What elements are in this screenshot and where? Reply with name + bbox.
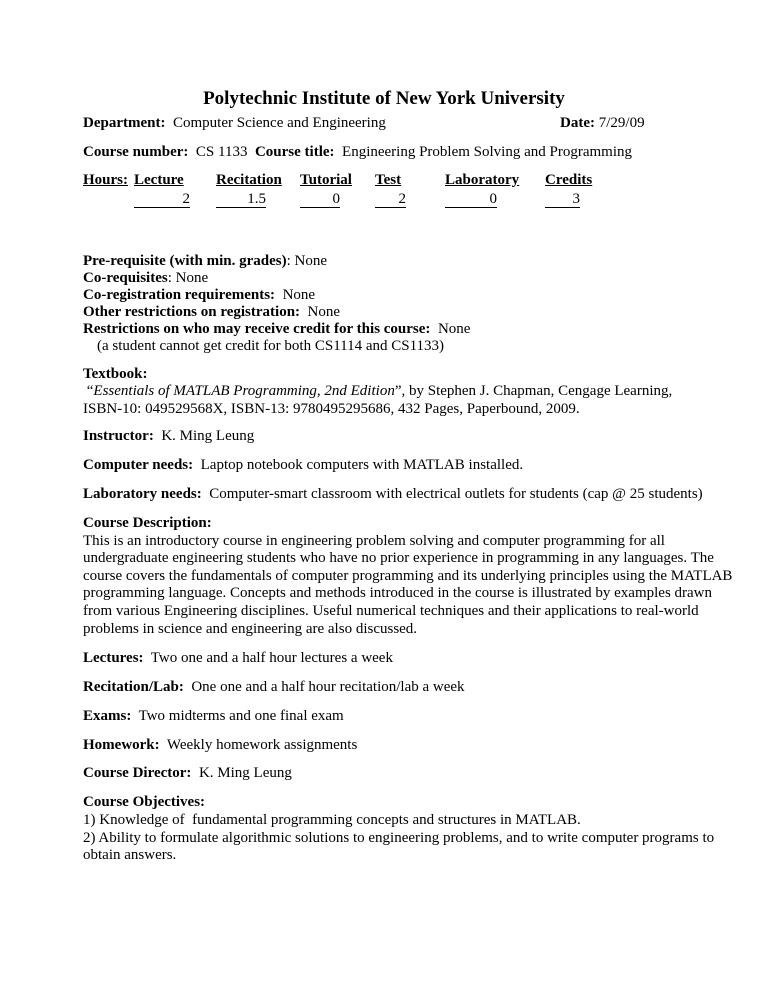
course-title-value: Engineering Problem Solving and Programming [342,144,632,160]
instructor-value: K. Ming Leung [161,428,255,444]
director-line [83,765,738,783]
description-label: Course Description: [83,515,212,531]
hours-col-value: 2 [134,191,190,208]
hours-col-value: 1.5 [216,191,266,208]
hours-col-value: 0 [445,191,497,208]
computer-needs-line [83,457,523,475]
recitation-line [83,679,738,697]
hours-col-value: 3 [545,191,580,208]
course-line [83,144,632,162]
textbook-label: Textbook: [83,366,148,382]
date-line [560,115,645,133]
hours-test [375,172,407,208]
instructor-line [83,428,254,446]
homework-value: Weekly homework assignments [166,736,358,753]
hours-col-name: Test [375,172,402,188]
coreg-label: Co-registration requirements: [83,287,276,303]
other-label: Other restrictions on registration: [83,304,301,320]
computer-needs-value: Laptop notebook computers with MATLAB installed. [200,457,524,473]
lectures-value: Two one and a half hour lectures a week [150,649,393,666]
hours-tutorial [300,172,350,208]
coreq-label: Co-requisites [83,270,168,286]
lower-sections [83,515,738,876]
objective-item: 1) Knowledge of fundamental programming concepts and structures in MATLAB. [83,812,581,829]
director-label: Course Director: [83,765,192,782]
coreg-line [83,287,315,305]
page-title: Polytechnic Institute of New York University [203,88,565,109]
textbook-isbn: ISBN-10: 049529568X, ISBN-13: 9780495295686, 432 Pages, Paperbound, 2009. [83,401,580,417]
hours-lecture [134,172,190,208]
date-value: 7/29/09 [598,115,645,131]
hours-label: Hours: [83,172,128,188]
textbook-quote: “ [83,383,94,399]
objectives-label: Course Objectives: [83,794,206,811]
prereq-label: Pre-requisite (with min. grades) [83,253,287,269]
lectures-line [83,650,738,668]
department-value: Computer Science and Engineering [172,115,386,131]
restrictions-line [83,321,470,339]
course-title-label: Course title: [254,144,335,160]
objective-item: 2) Ability to formulate algorithmic solutions to engineering problems, and to write computer programs to obtain answers. [83,829,715,864]
restrictions-value: None [437,321,471,337]
prereq-line [83,253,327,271]
other-line [83,304,340,322]
hours-col-name: Tutorial [300,172,352,188]
department-label: Department: [83,115,166,131]
prereq-value: : None [286,253,328,269]
coreq-value: : None [167,270,209,286]
textbook-title: Essentials of MATLAB Programming, 2nd Edition [93,383,395,399]
date-label: Date: [560,115,595,131]
hours-col-name: Lecture [134,172,184,188]
hours-col-name: Credits [545,172,593,188]
course-number-value: CS 1133 [195,144,248,160]
computer-needs-label: Computer needs: [83,457,194,473]
restrictions-note: (a student cannot get credit for both CS1114 and CS1133) [97,338,445,354]
homework-line [83,737,738,755]
director-value: K. Ming Leung [198,765,292,782]
other-value: None [307,304,341,320]
department-line [83,115,386,133]
course-number-label: Course number: [83,144,189,160]
hours-recitation [216,172,282,208]
description-text: This is an introductory course in engineering problem solving and computer programming for all undergraduate engineering students who have no prior experience in programming in any languages. The course covers the fundamentals of computer programming and its underlying principles using the MATLAB programming language. Concepts and methods introduced in the course is illustrated by examples drawn from various Engineering disciplines. Useful numerical techniques and their applications to real-world problems in science and engineering are also discussed. [83,532,733,637]
restrictions-label: Restrictions on who may receive credit for this course: [83,321,431,337]
hours-col-value: 2 [375,191,406,208]
hours-col-value: 0 [300,191,340,208]
recitation-label: Recitation/Lab: [83,678,184,695]
coreg-value: None [282,287,316,303]
homework-label: Homework: [83,736,160,753]
exams-label: Exams: [83,707,132,724]
exams-value: Two midterms and one final exam [138,707,344,724]
textbook-rest: ”, by Stephen J. Chapman, Cengage Learning, [394,383,673,399]
coreq-line [83,270,208,288]
lab-needs-label: Laboratory needs: [83,486,202,502]
hours-credits [545,172,593,208]
description-section [83,515,738,638]
lab-needs-value: Computer-smart classroom with electrical outlets for students (cap @ 25 students) [209,486,703,502]
exams-line [83,708,738,726]
lectures-label: Lectures: [83,649,144,666]
objectives-section [83,794,738,864]
hours-col-name: Laboratory [445,172,520,188]
textbook-line [83,383,672,401]
recitation-value: One one and a half hour recitation/lab a week [191,678,465,695]
instructor-label: Instructor: [83,428,154,444]
lab-needs-line [83,486,703,504]
hours-laboratory [445,172,520,208]
hours-col-name: Recitation [216,172,282,188]
